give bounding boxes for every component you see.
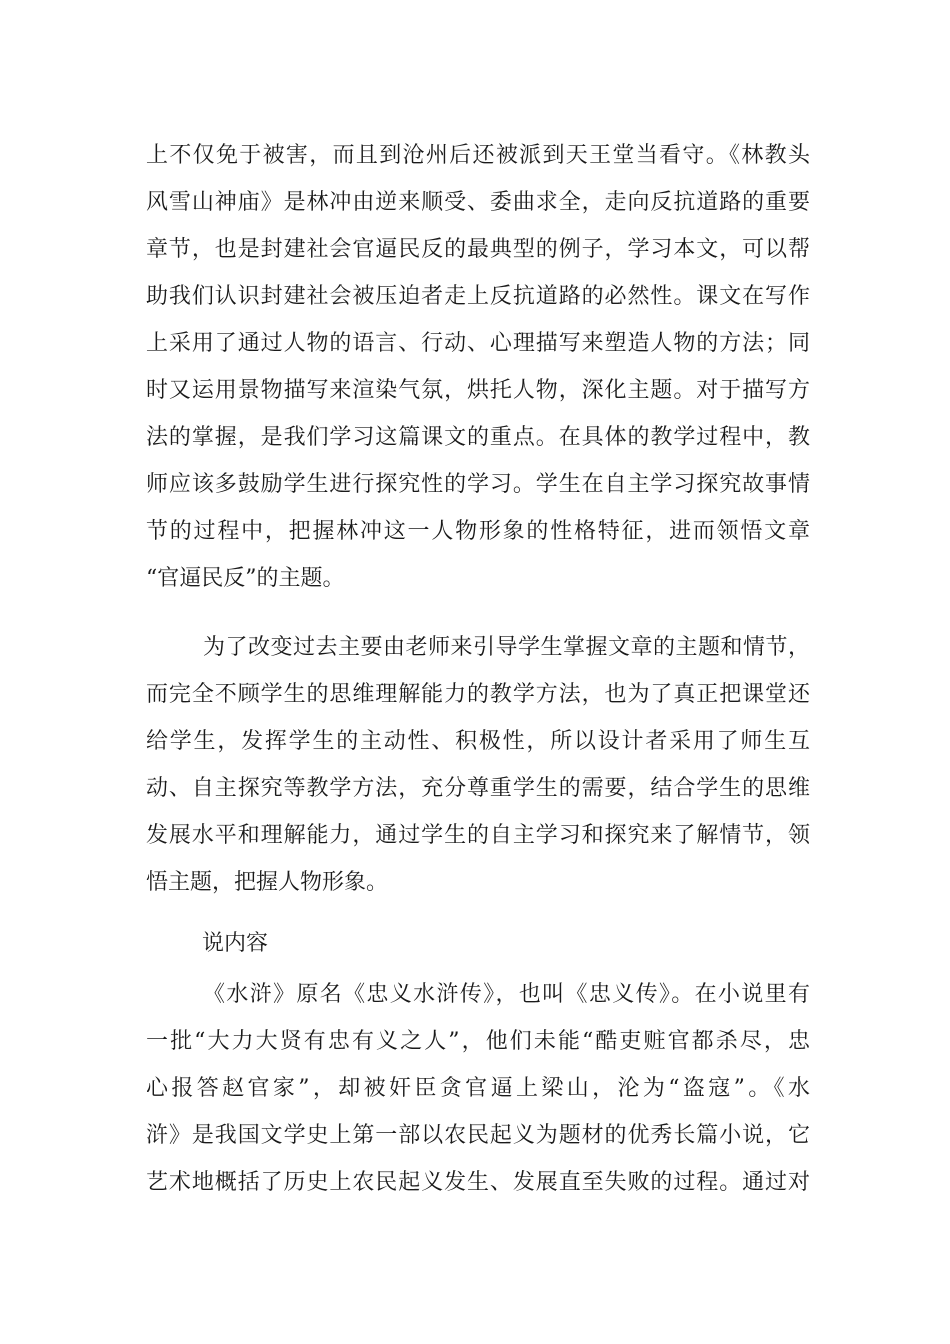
text-line: 一批“大力大贤有忠有义之人”，他们未能“酷吏赃官都杀尽，忠: [146, 1029, 810, 1054]
text-line: 发展水平和理解能力，通过学生的自主学习和探究来了解情节，领: [146, 823, 810, 848]
text-line: 风雪山神庙》是林冲由逆来顺受、委曲求全，走向反抗道路的重要: [146, 190, 810, 215]
paragraph-3: [146, 971, 810, 1206]
text-line: 助我们认识封建社会被压迫者走上反抗道路的必然性。课文在写作: [146, 284, 810, 309]
text-line: 上采用了通过人物的语言、行动、心理描写来塑造人物的方法；同: [146, 331, 810, 356]
section-heading-block: [146, 920, 810, 967]
text-line: 师应该多鼓励学生进行探究性的学习。学生在自主学习探究故事情: [146, 472, 810, 497]
text-line: 给学生，发挥学生的主动性、积极性，所以设计者采用了师生互: [146, 729, 810, 754]
text-line: 时又运用景物描写来渲染气氛，烘托人物，深化主题。对于描写方: [146, 378, 810, 403]
text-line: 节的过程中，把握林冲这一人物形象的性格特征，进而领悟文章: [146, 519, 810, 544]
text-line: 悟主题，把握人物形象。: [146, 870, 389, 895]
text-line: 浒》是我国文学史上第一部以农民起义为题材的优秀长篇小说，它: [146, 1123, 810, 1148]
text-line: 上不仅免于被害，而且到沧州后还被派到天王堂当看守。《林教头: [146, 143, 810, 168]
text-line: 而完全不顾学生的思维理解能力的教学方法，也为了真正把课堂还: [146, 682, 810, 707]
section-heading: 说内容: [202, 931, 269, 956]
paragraph-2: [146, 624, 810, 906]
text-line: 动、自主探究等教学方法，充分尊重学生的需要，结合学生的思维: [146, 776, 810, 801]
text-line: 章节，也是封建社会官逼民反的最典型的例子，学习本文，可以帮: [146, 237, 810, 262]
text-line: 《水浒》原名《忠义水浒传》，也叫《忠义传》。在小说里有: [203, 982, 810, 1007]
text-line: 艺术地概括了历史上农民起义发生、发展直至失败的过程。通过对: [146, 1170, 810, 1195]
paragraph-1: [146, 132, 810, 602]
text-line: “官逼民反”的主题。: [146, 566, 345, 591]
text-line: 法的掌握，是我们学习这篇课文的重点。在具体的教学过程中，教: [146, 425, 810, 450]
text-line: 为了改变过去主要由老师来引导学生掌握文章的主题和情节，: [203, 635, 810, 660]
text-line: 心报答赵官家”，却被奸臣贪官逼上梁山，沦为“盗寇”。《水: [146, 1076, 810, 1101]
